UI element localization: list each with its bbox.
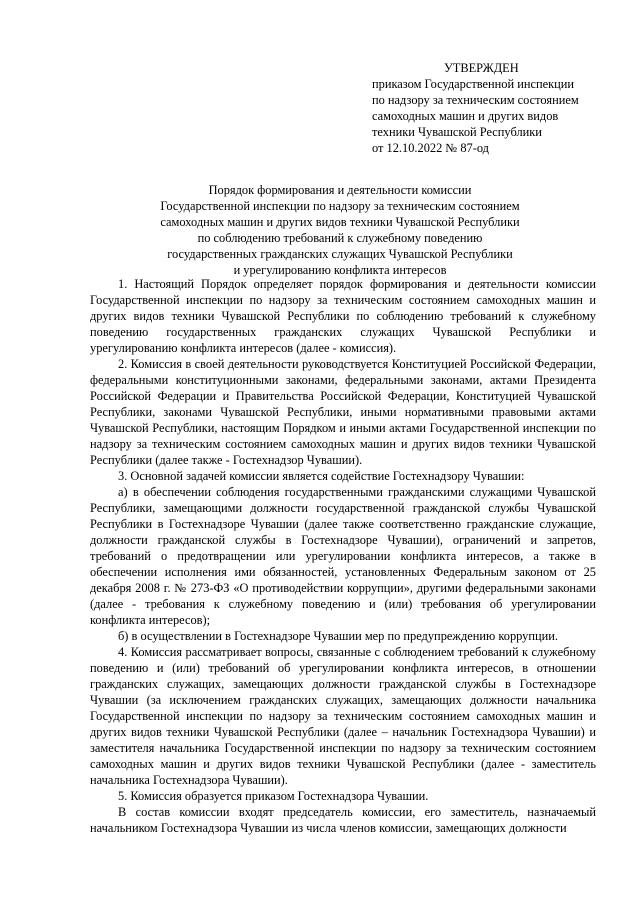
paragraph-3: 3. Основной задачей комиссии является содействие Гостехнадзору Чувашии:	[118, 469, 525, 483]
paragraph-5-composition: В состав комиссии входят председатель комиссии, его заместитель, назначаемый начальником Гостехнадзора Чувашии из числа членов комиссии, замещающих должности	[90, 805, 596, 835]
approval-line: самоходных машин и других видов	[372, 109, 559, 123]
approval-line: техники Чувашской Республики	[372, 125, 542, 139]
approval-block	[372, 60, 622, 156]
paragraph-5: 5. Комиссия образуется приказом Гостехнадзора Чувашии.	[118, 789, 429, 803]
paragraph-2: 2. Комиссия в своей деятельности руководствуется Конституцией Российской Федерации, федеральными конституционными законами, федеральными законами, актами Президента Российской Федерации и Правительства Российской Федерации, Конституцией Чувашской Республики, законами Чувашской Республики, иными нормативными правовыми актами Чувашской Республики, настоящим Порядком и иными актами Государственной инспекции по надзору за техническим состоянием самоходных машин и других видов техники Чувашской Республики (далее также - Гостехнадзор Чувашии).	[90, 357, 596, 467]
document-body	[90, 276, 596, 836]
approval-line: приказом Государственной инспекции	[372, 77, 575, 91]
title-line: и урегулированию конфликта интересов	[233, 263, 447, 277]
approval-line: по надзору за техническим состоянием	[372, 93, 579, 107]
title-line: Порядок формирования и деятельности комиссии	[208, 183, 472, 197]
title-line: по соблюдению требований к служебному поведению	[197, 231, 483, 245]
paragraph-3a: а) в обеспечении соблюдения государственными гражданскими служащими Чувашской Республики, замещающими должности государственной гражданской службы Чувашской Республики в Гостехнадзоре Чувашии (далее также соответственно гражданские служащие, должности гражданской службы в Гостехнадзоре Чувашии), ограничений и запретов, требований о предотвращении или урегулировании конфликта интересов, а также в обеспечении исполнения ими обязанностей, установленных Федеральным законом от 25 декабря 2008 г. № 273-ФЗ «О противодействии коррупции», другими федеральными законами (далее - требования к служебному поведению и (или) требования об урегулировании конфликта интересов);	[90, 485, 596, 627]
paragraph-4: 4. Комиссия рассматривает вопросы, связанные с соблюдением требований к служебному поведению и (или) требований об урегулировании конфликта интересов, в отношении гражданских служащих, замещающих должности гражданской службы в Гостехнадзоре Чувашии (за исключением гражданских служащих, замещающих должности начальника Государственной инспекции по надзору за техническим состоянием самоходных машин и других видов техники Чувашской Республики (далее – начальник Гостехнадзора Чувашии) и заместителя начальника Государственной инспекции по надзору за техническим состоянием самоходных машин и других видов техники Чувашской Республики (далее - заместитель начальника Гостехнадзора Чувашии).	[90, 645, 596, 787]
title-line: государственных гражданских служащих Чувашской Республики	[167, 247, 513, 261]
paragraph-3b: б) в осуществлении в Гостехнадзоре Чувашии мер по предупреждению коррупции.	[118, 629, 558, 643]
approval-heading: УТВЕРЖДЕН	[444, 61, 519, 75]
approval-date-number: от 12.10.2022 № 87-од	[372, 141, 489, 155]
title-line: самоходных машин и других видов техники Чувашской Республики	[160, 215, 520, 229]
title-line: Государственной инспекции по надзору за техническим состоянием	[160, 199, 520, 213]
paragraph-1: 1. Настоящий Порядок определяет порядок формирования и деятельности комиссии Государственной инспекции по надзору за техническим состоянием самоходных машин и других видов техники Чувашской Республики по соблюдению требований к служебному поведению государственных гражданских служащих Чувашской Республики и урегулированию конфликта интересов (далее - комиссия).	[90, 277, 596, 355]
document-title	[60, 182, 620, 278]
